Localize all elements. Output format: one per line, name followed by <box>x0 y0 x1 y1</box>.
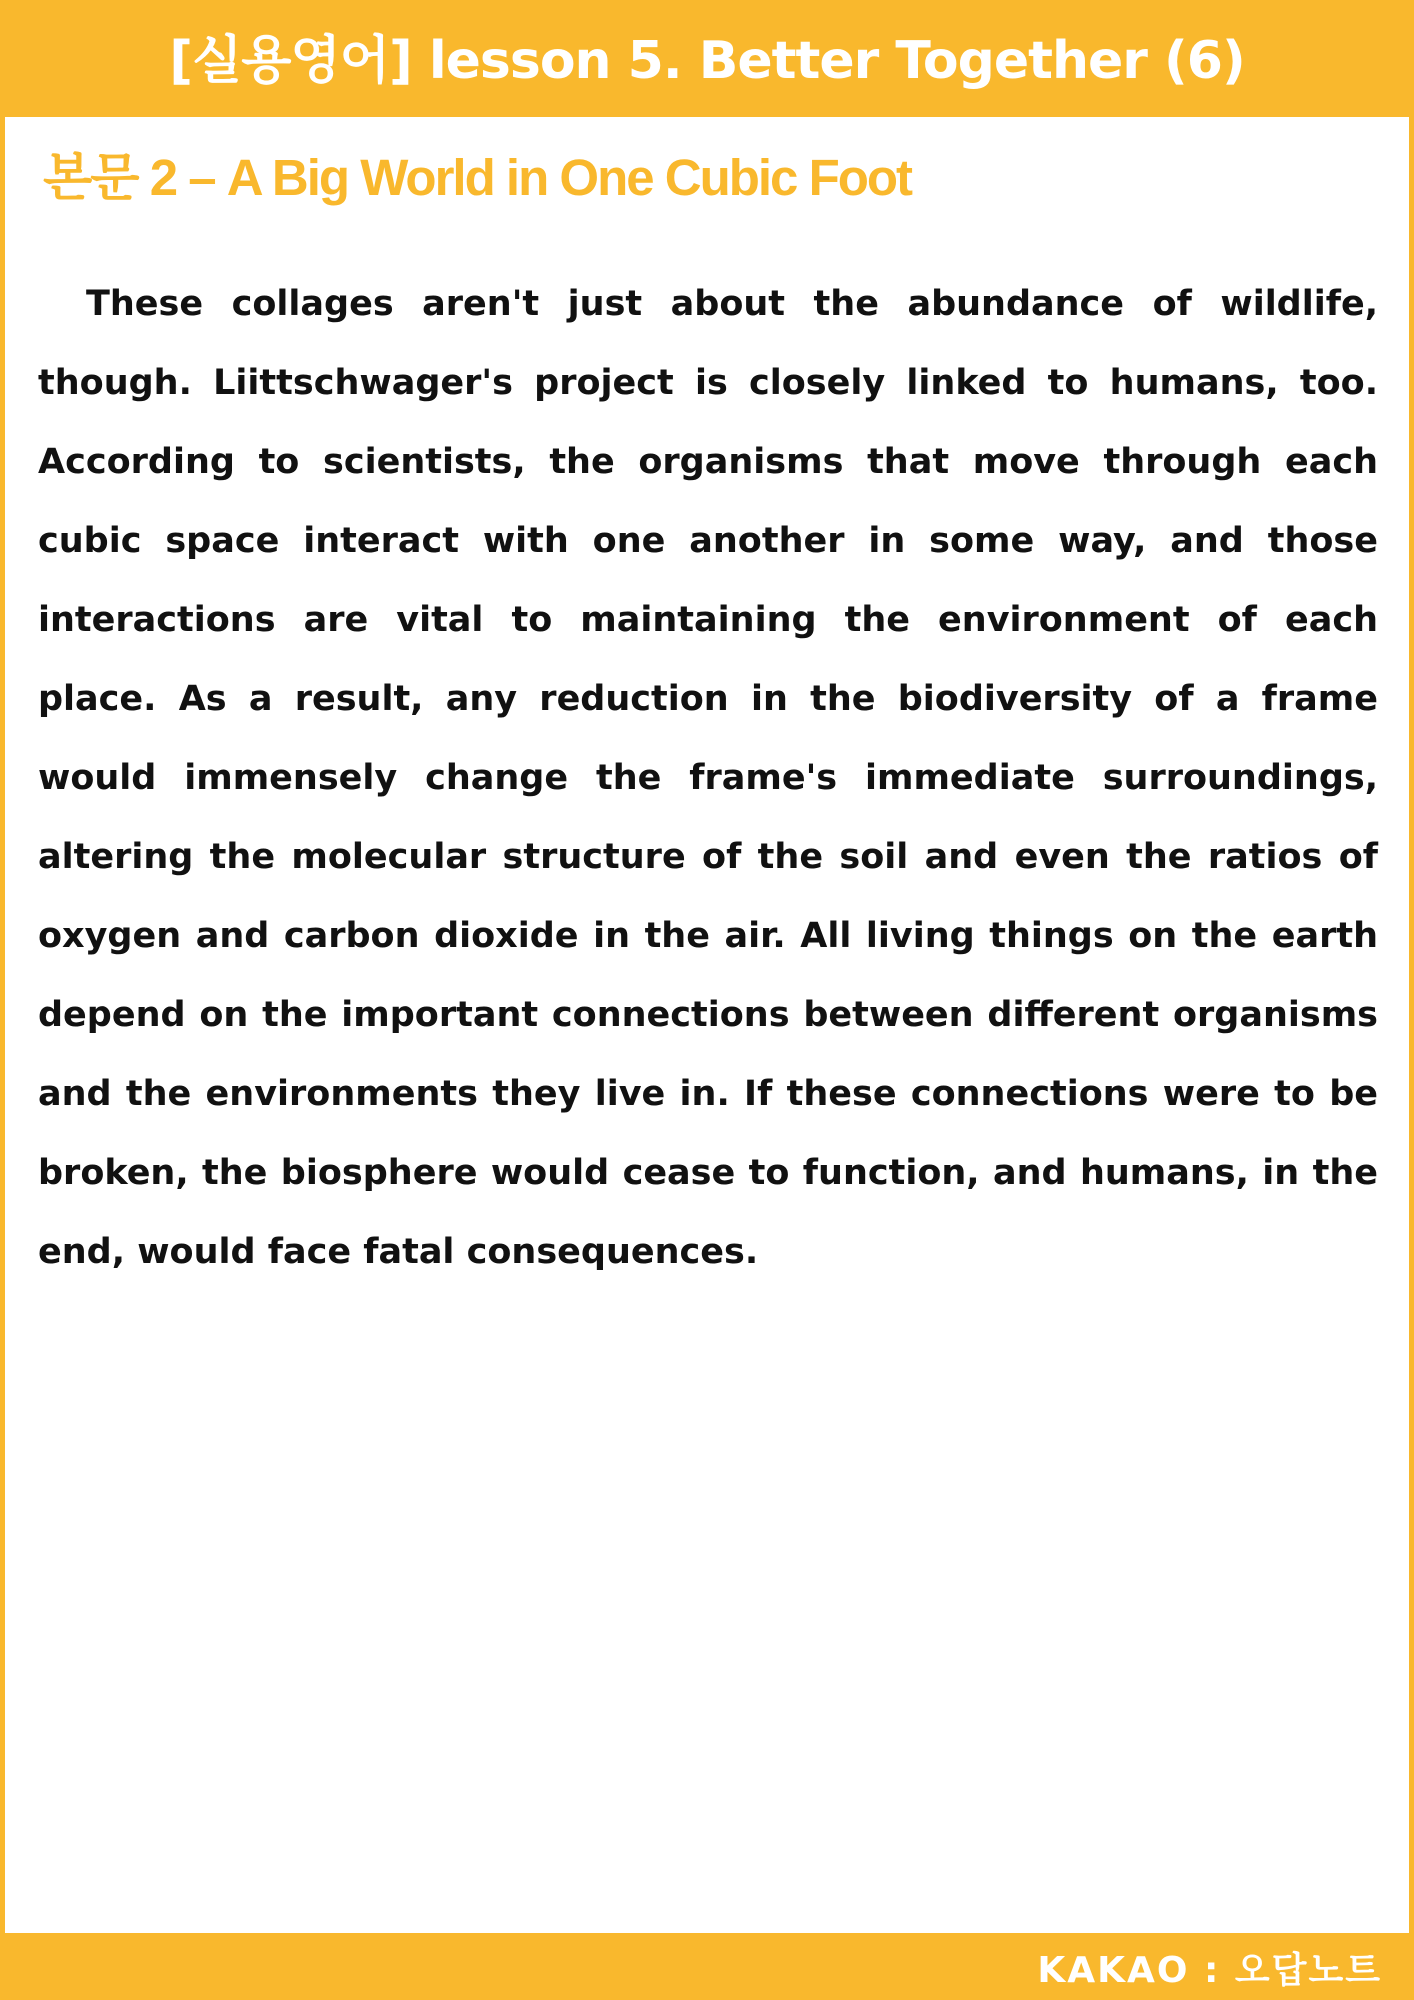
footer-credit: KAKAO : 오답노트 <box>1037 1950 1382 1991</box>
footer-bar <box>0 1933 1414 2000</box>
body-paragraph: These collages aren't just about the abundance of wildlife, though. Liittschwager's project is closely linked to humans, too. According to scientists, the organisms that move through each cubic space interact with one another in some way, and those interactions are vital to maintaining the environment of each place. As a result, any reduction in the biodiversity of a frame would immensely change the frame's immediate surroundings, altering the molecular structure of the soil and even the ratios of oxygen and carbon dioxide in the air. All living things on the earth depend on the important connections between different organisms and the environments they live in. If these connections were to be broken, the biosphere would cease to function, and humans, in the end, would face fatal consequences. <box>38 284 1378 1272</box>
header-bar <box>0 0 1414 116</box>
page-title: [실용영어] lesson 5. Better Together (6) <box>169 30 1245 91</box>
section-title: 본문 2 – A Big World in One Cubic Foot <box>43 149 912 206</box>
content-panel <box>5 117 1409 1933</box>
